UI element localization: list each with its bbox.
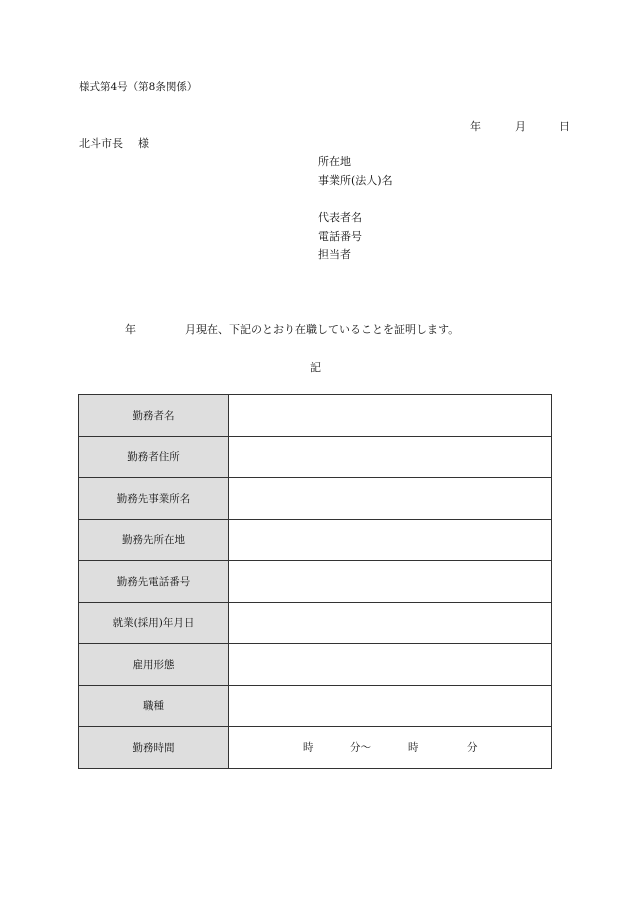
issuer-contact-label: 担当者 — [318, 248, 351, 261]
row-label-work-hours: 勤務時間 — [79, 727, 229, 769]
employment-type-field[interactable] — [229, 644, 552, 686]
job-type-field[interactable] — [229, 685, 552, 727]
table-row — [79, 602, 552, 644]
work-hours-start-minute: 分～ — [350, 741, 371, 754]
certificate-table — [78, 394, 552, 769]
date-line — [470, 121, 570, 132]
statement-text: 月現在、下記のとおり在職していることを証明します。 — [185, 323, 460, 336]
statement-year: 年 — [125, 323, 136, 336]
row-label-employment-date: 就業(採用)年月日 — [79, 602, 229, 644]
addressee — [79, 138, 149, 149]
row-label-employer-phone: 勤務先電話番号 — [79, 561, 229, 603]
worker-address-field[interactable] — [229, 436, 552, 478]
addressee-honorific: 様 — [138, 137, 149, 150]
work-hours-end-minute: 分 — [467, 741, 478, 754]
worker-name-field[interactable] — [229, 395, 552, 437]
row-label-job-type: 職種 — [79, 685, 229, 727]
ki-heading: 記 — [310, 361, 321, 374]
table-row — [79, 727, 552, 769]
table-row — [79, 395, 552, 437]
work-hours-end-hour: 時 — [408, 741, 419, 754]
table-row — [79, 436, 552, 478]
work-hours-field[interactable] — [229, 727, 552, 769]
issuer-business-label: 事業所(法人)名 — [318, 174, 393, 187]
issuer-phone-label: 電話番号 — [318, 230, 362, 243]
employment-date-field[interactable] — [229, 602, 552, 644]
table-row — [79, 685, 552, 727]
date-month: 月 — [515, 120, 526, 133]
issuer-representative-label: 代表者名 — [318, 211, 362, 224]
row-label-worker-name: 勤務者名 — [79, 395, 229, 437]
date-year: 年 — [470, 120, 481, 133]
issuer-address-label: 所在地 — [318, 155, 351, 168]
employer-address-field[interactable] — [229, 519, 552, 561]
date-day: 日 — [559, 120, 570, 133]
table-row — [79, 561, 552, 603]
work-hours-value — [229, 727, 551, 768]
addressee-name: 北斗市長 — [79, 137, 123, 150]
table-row — [79, 519, 552, 561]
employer-phone-field[interactable] — [229, 561, 552, 603]
employer-name-field[interactable] — [229, 478, 552, 520]
work-hours-start-hour: 時 — [303, 741, 314, 754]
row-label-worker-address: 勤務者住所 — [79, 436, 229, 478]
row-label-employer-address: 勤務先所在地 — [79, 519, 229, 561]
table-row — [79, 644, 552, 686]
row-label-employment-type: 雇用形態 — [79, 644, 229, 686]
table-row — [79, 478, 552, 520]
certification-statement — [125, 324, 459, 335]
form-number: 様式第4号（第8条関係） — [79, 81, 198, 93]
row-label-employer-name: 勤務先事業所名 — [79, 478, 229, 520]
